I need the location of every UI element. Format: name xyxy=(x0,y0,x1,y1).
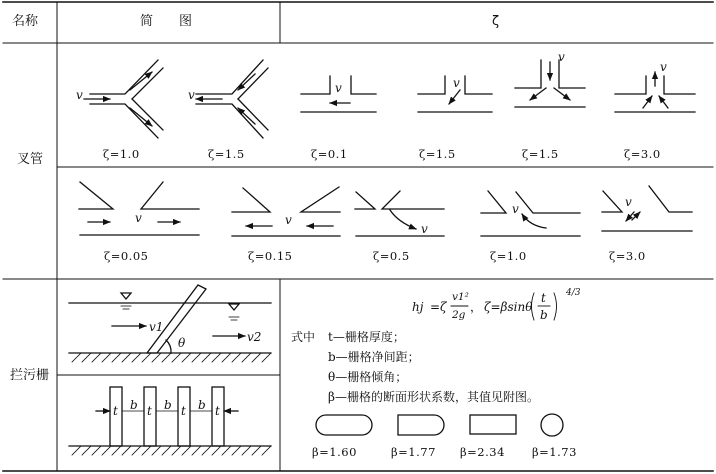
caption: ζ=0.1 xyxy=(311,147,348,161)
theta-label: θ xyxy=(178,336,186,350)
caption: ζ=3.0 xyxy=(624,147,661,161)
velocity-label: v xyxy=(285,213,292,227)
caption: ζ=1.0 xyxy=(103,147,140,161)
fork-diagram-6 xyxy=(615,72,695,112)
b-label: b xyxy=(198,398,206,412)
header-name: 名称 xyxy=(12,14,39,29)
fork-diagram-8 xyxy=(232,187,340,236)
caption: ζ=1.5 xyxy=(522,147,559,161)
beta-caption: β=1.77 xyxy=(391,445,436,459)
fork-diagram-9 xyxy=(355,191,444,236)
formula-frac-b: b xyxy=(540,308,548,322)
velocity-label: v xyxy=(558,50,565,64)
velocity-label: v xyxy=(512,202,519,216)
formula-numerator: v1² xyxy=(452,291,469,303)
velocity-label: v xyxy=(453,76,460,90)
fork-diagram-2 xyxy=(196,60,268,138)
b-label: b xyxy=(164,398,172,412)
t-label: t xyxy=(113,404,118,418)
fork-diagram-1 xyxy=(84,60,163,138)
rack-side-sketch xyxy=(69,285,271,362)
b-label: b xyxy=(130,398,138,412)
t-label: t xyxy=(181,404,186,418)
velocity-label: v xyxy=(421,222,428,236)
formula-exponent: 4/3 xyxy=(566,288,581,298)
definition-item: b—栅格净间距； xyxy=(328,350,420,364)
formula-hj: hj xyxy=(412,300,424,314)
definition-item: t—栅格厚度； xyxy=(328,330,405,344)
definition-item: θ—栅格倾角； xyxy=(328,370,408,384)
section-rack-label: 拦污栅 xyxy=(10,368,50,383)
caption: ζ=1.5 xyxy=(208,147,245,161)
velocity-label: v xyxy=(135,211,142,225)
v1-label: v1 xyxy=(149,320,164,334)
velocity-label: v xyxy=(625,195,632,209)
beta-shapes xyxy=(316,414,563,436)
beta-caption: β=1.73 xyxy=(532,445,577,459)
velocity-label: v xyxy=(660,60,667,74)
header-sketch: 简 图 xyxy=(140,14,193,29)
caption: ζ=3.0 xyxy=(609,249,646,263)
formula-denominator: 2g xyxy=(452,309,466,321)
fork-diagram-11 xyxy=(602,186,692,231)
definitions-prefix: 式中 xyxy=(291,330,316,344)
header-zeta: ζ xyxy=(492,14,500,29)
definition-item: β—栅格的断面形状系数，其值见附图。 xyxy=(328,390,539,404)
section-fork-label: 叉管 xyxy=(17,152,44,167)
velocity-label: v xyxy=(76,88,83,102)
v2-label: v2 xyxy=(247,330,262,344)
caption: ζ=0.05 xyxy=(104,249,149,263)
formula-frac-t: t xyxy=(541,291,546,305)
caption: ζ=1.0 xyxy=(490,249,527,263)
caption: ζ=0.15 xyxy=(248,249,293,263)
t-label: t xyxy=(147,404,152,418)
velocity-label: v xyxy=(188,88,195,102)
caption: ζ=0.5 xyxy=(373,249,410,263)
fork-diagram-10 xyxy=(481,191,580,236)
formula-sep: ， xyxy=(470,300,483,314)
beta-caption: β=1.60 xyxy=(312,445,357,459)
formula-eq1: =ζ xyxy=(430,300,447,314)
velocity-label: v xyxy=(335,81,342,95)
beta-caption: β=2.34 xyxy=(460,445,505,459)
fork-diagram-7 xyxy=(79,182,199,235)
caption: ζ=1.5 xyxy=(419,147,456,161)
t-label: t xyxy=(215,404,220,418)
formula-eq2: ζ=βsinθ xyxy=(484,300,533,314)
fork-diagram-5 xyxy=(515,60,585,107)
